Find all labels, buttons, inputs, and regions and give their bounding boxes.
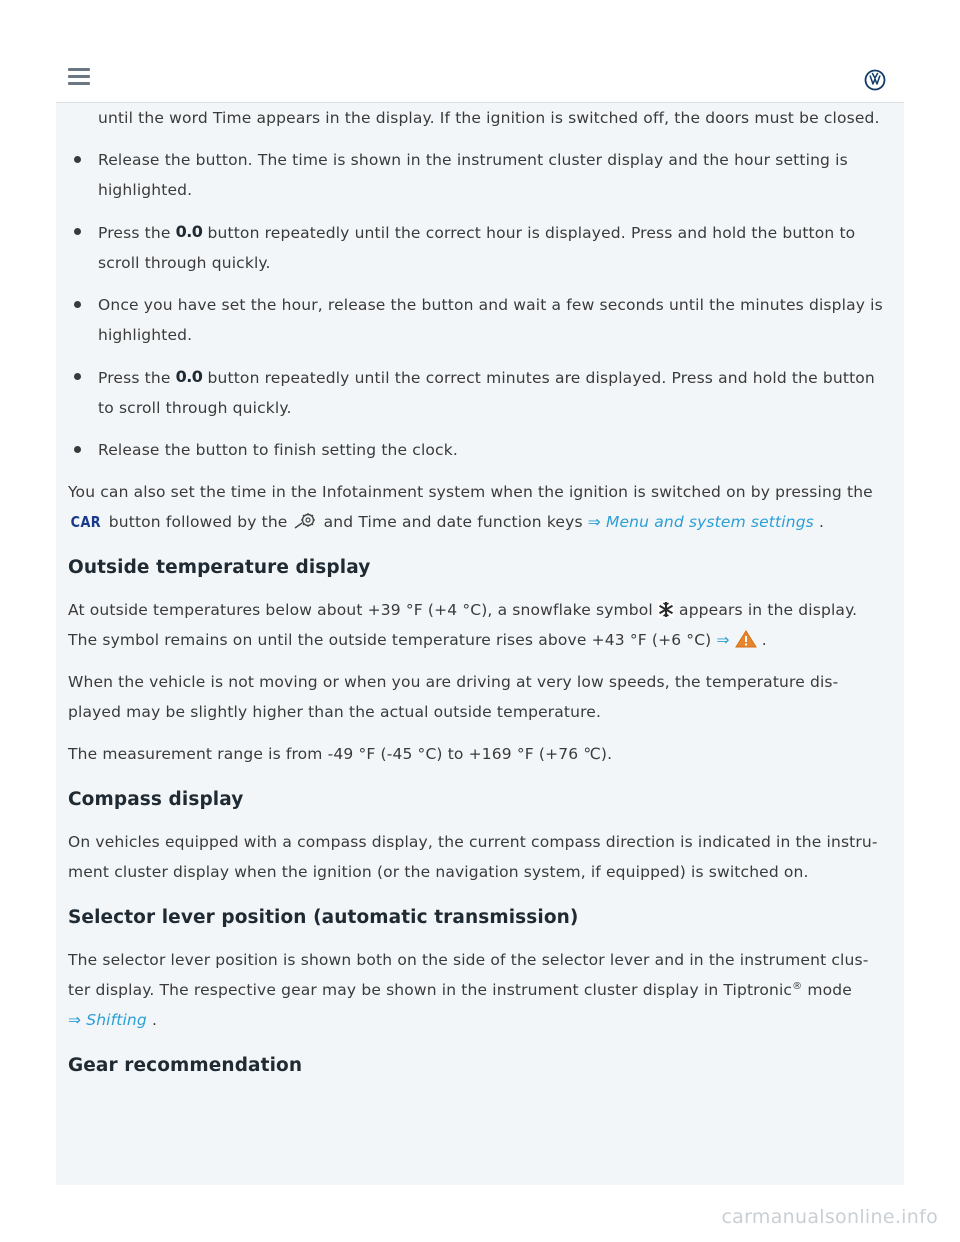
compass-paragraph: On vehicles equipped with a compass display, the current compass direction is indicated in the instru- ment cluster display when the ignition (or the navigation system, if equipped) is switched on. [68,833,878,881]
car-button-icon: CAR [70,513,101,531]
measurement-range: The measurement range is from -49 °F (-45 °C) to +169 °F (+76 ℃). [68,745,613,763]
outside-temp-paragraph: At outside temperatures below about +39 °F (+4 °C), a snowflake symbol appears in the display. The symbol remains on until the outside temperature rises above +43 °F (+6 °C) ⇒ . [68,601,858,649]
menu-settings-link[interactable]: ⇒ Menu and system settings [587,513,814,531]
hamburger-menu-icon[interactable] [68,68,90,86]
clock-steps-list [68,145,890,465]
list-item: Press the 0.0 button repeatedly until the correct hour is displayed. Press and hold the button to scroll through quickly. [68,217,890,278]
selector-lever-heading: Selector lever position (automatic transmission) [68,907,579,928]
temperature-note: When the vehicle is not moving or when you are driving at very low speeds, the temperature dis- played may be slightly higher than the actual outside temperature. [68,673,839,721]
snowflake-icon [658,601,674,618]
zero-button-icon: 0.0 [175,222,203,241]
gear-recommendation-heading: Gear recommendation [68,1055,303,1076]
vw-logo-icon[interactable] [864,69,886,91]
shifting-link[interactable]: ⇒ Shifting [68,1011,147,1029]
outside-temperature-heading: Outside temperature display [68,557,371,578]
list-item: Release the button. The time is shown in the instrument cluster display and the hour setting is highlighted. [68,145,890,205]
selector-paragraph: The selector lever position is shown both on the side of the selector lever and in the instrument clus- ter display. The respective gear may be shown in the instrument cluster display in Tiptronic® mode ⇒ Shifting . [68,951,869,1029]
list-item: Once you have set the hour, release the button and wait a few seconds until the minutes display is highlighted. [68,290,890,350]
warning-reference-link[interactable]: ⇒ [716,631,730,649]
list-item: Press the 0.0 button repeatedly until the correct minutes are displayed. Press and hold the button to scroll through quickly. [68,362,890,423]
list-item: Release the button to finish setting the clock. [68,435,890,465]
zero-button-icon: 0.0 [175,367,203,386]
compass-heading: Compass display [68,789,244,810]
manual-page-content [56,103,904,1185]
top-bar [56,56,904,103]
watermark: carmanualsonline.info [721,1206,938,1228]
settings-gear-icon [293,512,319,530]
infotainment-paragraph: You can also set the time in the Infotainment system when the ignition is switched on by pressing the CAR button followed by the and Time and date function keys ⇒ Menu and system settings . [68,477,890,537]
intro-text: until the word Time appears in the display. If the ignition is switched off, the doors must be closed. [98,109,880,127]
warning-triangle-icon[interactable] [735,630,757,648]
